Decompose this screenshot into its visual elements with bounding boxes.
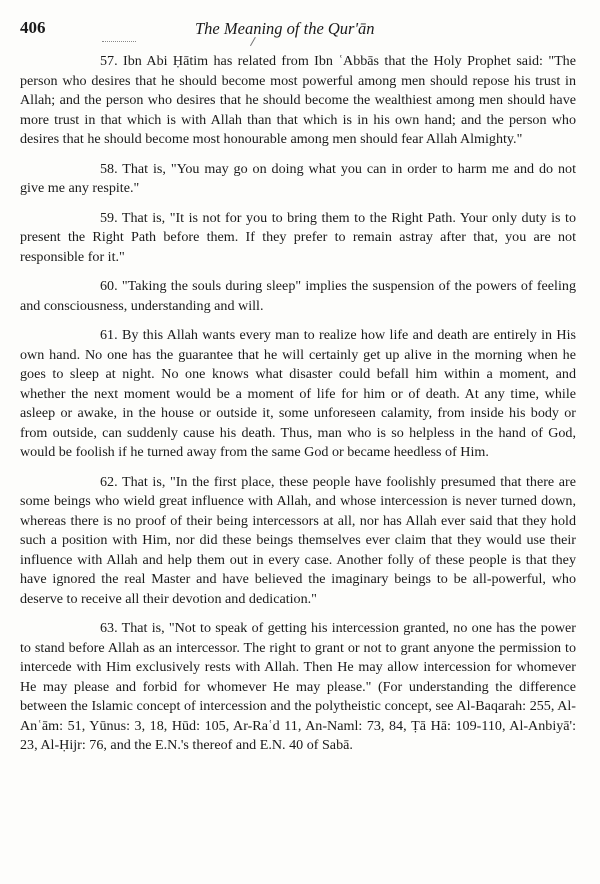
footnote-63: 63. That is, "Not to speak of getting his intercession granted, no one has the power to stand before Allah as an intercessor. The right to grant or not to grant anyone the permission to intercede with Him exclusively rests with Allah. Then He may allow intercession for whomever He may please and forbid for whomever He may please." (For understanding the difference between the Islamic concept of intercession and the polytheistic concept, see Al-Baqarah: 255, Al-Anʿām: 51, Yūnus: 3, 18, Hūd: 105, Ar-Raʿd 11, An-Naml: 73, 84, Ṭā Hā: 109-110, Al-Anbiyā': 23, Al-Ḥijr: 76, and the E.N.'s thereof and E.N. 40 of Sabā. bbox=[20, 620, 576, 753]
footnote-57: 57. Ibn Abi Ḥātim has related from Ibn ʿAbbās that the Holy Prophet said: "The person who desires that he should become most powerful among men should repose his trust in Allah; and the person who desires that he should become the wealthiest among men should have more trust in that which is with Allah than that which is in his own hand; and the person who desires that he should become most honourable among men should fear Allah Almighty." bbox=[20, 53, 576, 147]
footnotes-body bbox=[20, 52, 576, 766]
page-number: 406 bbox=[20, 18, 46, 37]
scan-artifact bbox=[102, 41, 136, 44]
page-header bbox=[20, 18, 580, 42]
running-title: The Meaning of the Qur'ān bbox=[195, 19, 375, 38]
footnote-61: 61. By this Allah wants every man to realize how life and death are entirely in His own hand. No one has the guarantee that he will certainly get up alive in the morning when he goes to sleep at night. No one knows what disaster could befall him within a moment, and whether the next moment would be a moment of life for him or of death. At any time, while asleep or awake, in the house or outside it, some unforeseen calamity, from inside his body or from outside, can suddenly cause his death. Thus, man who is so helpless in the hand of God, would be foolish if he turned away from the same God or became heedless of Him. bbox=[20, 327, 576, 460]
footnote-62: 62. That is, "In the first place, these people have foolishly presumed that there are some beings who wield great influence with Allah, and whose intercession is never turned down, whereas there is no proof of their being intercessors at all, nor has Allah ever said that they hold such a position with Him, nor did these beings themselves ever claim that they would use their influence with Allah and help them out in every case. Another folly of these people is that they have ignored the real Master and have believed the imaginary beings to be all-powerful, who deserve to receive all their devotion and dedication." bbox=[20, 473, 576, 607]
footnote-58: 58. That is, "You may go on doing what you can in order to harm me and do not give me any respite." bbox=[20, 160, 576, 196]
footnote-59: 59. That is, "It is not for you to bring them to the Right Path. Your only duty is to present the Right Path before them. If they prefer to remain astray after that, you are not responsible for it." bbox=[20, 209, 576, 265]
footnote-60: 60. "Taking the souls during sleep" implies the suspension of the powers of feeling and consciousness, understanding and will. bbox=[20, 278, 576, 314]
